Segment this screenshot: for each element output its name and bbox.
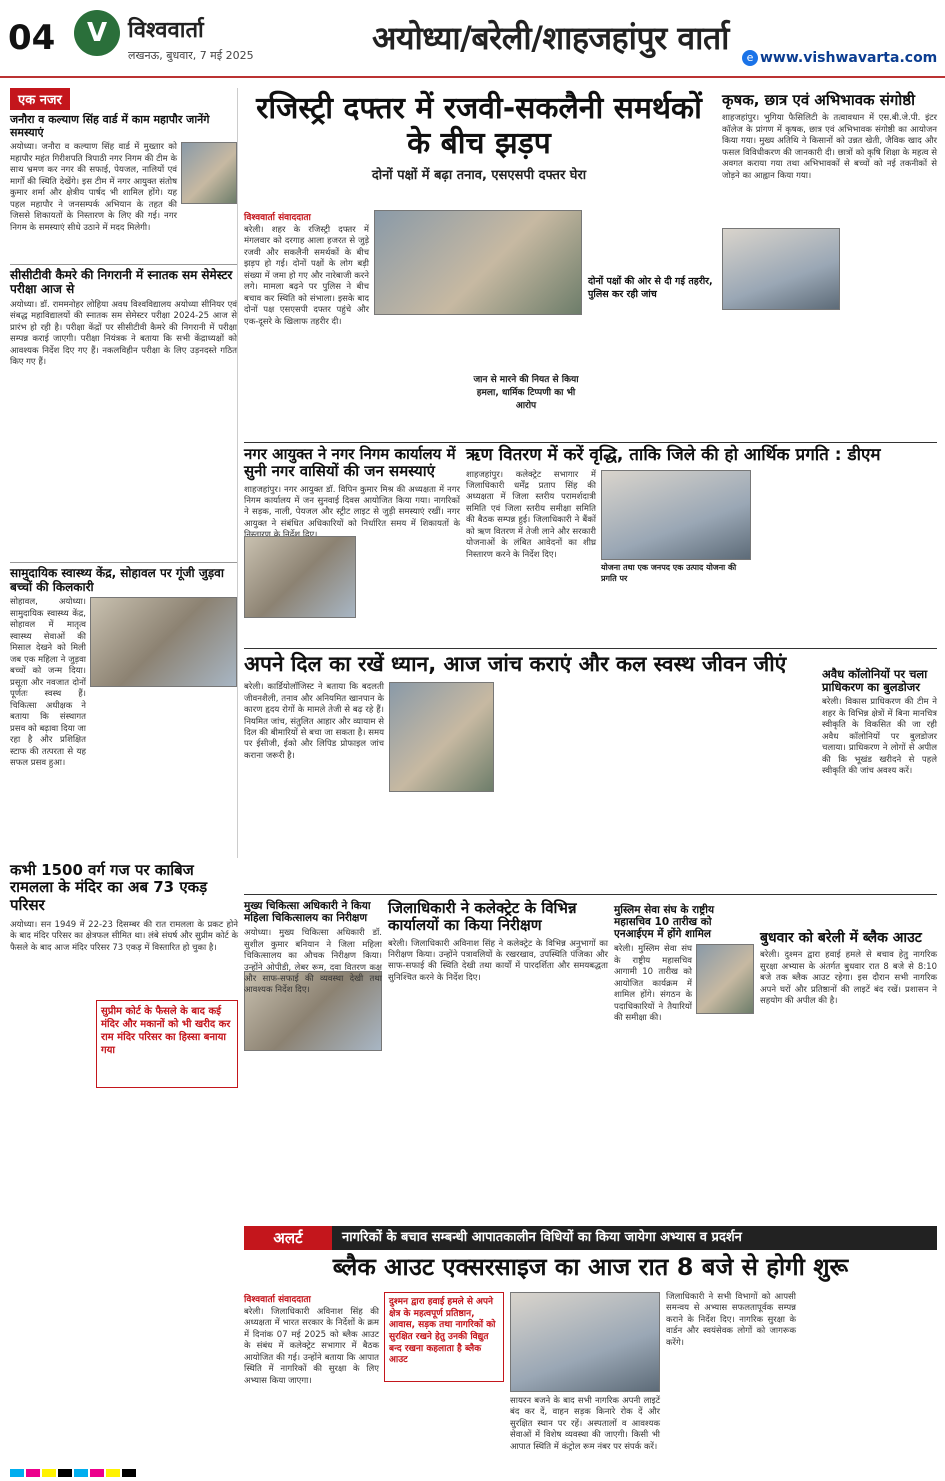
brief2-body: अयोध्या। डॉ. राममनोहर लोहिया अवध विश्वविद्यालय अयोध्या सीनियर एवं संबद्ध महाविद्यालयों की स्नातक सम सेमेस्टर परीक्षा 2024-25 आज से प्रारंभ हो रही है। परीक्षा केंद्रों पर सीसीटीवी कैमरे की निगरानी में परीक्षा सम्पन्न कराई जाएगी। परीक्षा नियंत्रक ने बताया कि सभी केंद्राध्यक्षों को आवश्यक निर्देश दिए गए हैं। नकलविहीन परीक्षा के लिए उड़नदस्ते गठित किए गए हैं। (10, 299, 237, 368)
seminar-body-side (844, 228, 937, 310)
dm-loan-body3 (756, 470, 937, 635)
lead-body: बरेली। शहर के रजिस्ट्री दफ्तर में मंगलवार को दरगाह आला हजरत से जुड़े रजवी और सकलैनी समर्थकों के बीच झड़प हो गई। दोनों पक्षों के लोग बड़ी संख्या में जमा हो गए और नारेबाजी करने लगे। मामला बढ़ने पर पुलिस ने बीच बचाव कर स्थिति को संभाला। इसके बाद दोनों पक्ष एसएसपी दफ्तर पहुंचे और एक-दूसरे के खिलाफ तहरीर दी। (244, 225, 369, 327)
lead-side-sub2: जान से मारने की नियत से किया हमला, धार्मिक टिप्पणी का भी आरोप (473, 375, 579, 411)
doctor-photo (389, 682, 494, 792)
dateline: लखनऊ, बुधवार, 7 मई 2025 (128, 49, 254, 62)
dm-meeting-photo (601, 470, 751, 560)
lead-side-text2 (588, 304, 714, 384)
ram-lalla-continued (10, 1220, 238, 1450)
web-icon: e (742, 50, 758, 66)
blackout-col2 (384, 1386, 504, 1456)
brand-logo: V (74, 10, 120, 56)
twins-photo (90, 597, 237, 687)
brief1-body: अयोध्या। जनौरा व कल्याण सिंह वार्ड में मुख्तार को महापौर महंत गिरीशपति त्रिपाठी नगर निगम की टीम के साथ भ्रमण कर नगर की सफाई, पेयजल, नालियों एवं मार्गों की स्थिति देखेंगे। इस टीम में नगर आयुक्त संतोष कुमार शर्मा और क्षेत्रीय पार्षद भी शामिल होंगे। यह पहल महापौर ने जनसम्पर्क अभियान के तहत की जिससे शिकायतों के निस्तारण के लिए की गई। नगर निगम के समस्याएं सीधे उठाने में मदद मिलेगी। (10, 142, 177, 233)
blackout-exercise-story (244, 1254, 937, 1282)
muslim-sangh-headline[interactable]: मुस्लिम सेवा संघ के राष्ट्रीय महासचिव 10 तारीख को एनआईएम में होंगे शामिल (614, 904, 715, 941)
commissioner-photo (244, 536, 356, 618)
blackout-body2: सायरन बजने के बाद सभी नागरिक अपनी लाइटें बंद कर दें, वाहन सड़क किनारे रोक दें और सुरक्षित स्थान पर रहें। अस्पतालों व आवश्यक सेवाओं में विशेष व्यवस्था की जाएगी। किसी भी आपात स्थिति में कंट्रोल रूम नंबर पर संपर्क करें। (510, 1396, 660, 1452)
seminar-body: शाहजहांपुर। भुगिया फैसिलिटी के तत्वावधान में एस.बी.जे.पी. इंटर कॉलेज के प्रांगण में कृषक, छात्र एवं अभिभावक संगोष्ठी का आयोजन किया गया। मुख्य अतिथि ने किसानों को उन्नत खेती, जैविक खाद और फसल विविधीकरण की जानकारी दी। छात्रों को कृषि शिक्षा के महत्व से अवगत कराया गया तथा अभिभावकों से बच्चों को नई तकनीकों से जोड़ने का आह्वान किया गया। (722, 113, 937, 181)
dm-loan-story (466, 446, 937, 646)
dm-inspection-story (388, 900, 608, 1220)
blackout-col1 (244, 1292, 379, 1456)
commissioner-headline[interactable]: नगर आयुक्त ने नगर निगम कार्यालय में सुनी नगर वासियों की जन समस्याएं (244, 445, 456, 481)
dm-loan-headline[interactable]: ऋण वितरण में करें वृद्धि, ताकि जिले की हो आर्थिक प्रगति : डीएम (466, 445, 881, 465)
mayor-photo (181, 142, 237, 204)
commissioner-story (244, 446, 460, 646)
blackout-news-headline[interactable]: बुधवार को बरेली में ब्लैक आउट (760, 930, 922, 946)
cmo-headline[interactable]: मुख्य चिकित्सा अधिकारी ने किया महिला चिकित्सालय का निरीक्षण (244, 900, 371, 925)
divider (244, 442, 937, 443)
divider (244, 648, 937, 649)
heart-headline[interactable]: अपने दिल का रखें ध्यान, आज जांच कराएं और कल स्वस्थ जीवन जीएं (244, 652, 787, 676)
masthead (0, 0, 945, 78)
ram-lalla-pullquote (96, 1000, 238, 1088)
brief3-body: सोहावल, अयोध्या। सामुदायिक स्वास्थ्य केंद्र, सोहावल में मातृत्व स्वास्थ्य सेवाओं की मिसाल देखने को मिली जब एक महिला ने जुड़वा बच्चों को जन्म दिया। प्रसूता और नवजात दोनों पूर्णतः स्वस्थ हैं। चिकित्सा अधीक्षक ने बताया कि संस्थागत प्रसव को बढ़ावा दिया जा रहा है और प्रशिक्षित स्टाफ की तत्परता से यह सफल प्रसव हुआ। (10, 597, 86, 769)
seminar-body-continued (722, 313, 937, 453)
blackout-pullquote (384, 1292, 504, 1382)
dm-photo-caption: योजना तथा एक जनपद एक उत्पाद योजना की प्रगति पर (601, 562, 737, 583)
ram-lalla-body: अयोध्या। सन 1949 में 22-23 दिसम्बर की रात रामलला के प्रकट होने के बाद मंदिर परिसर का क्षेत्रफल सीमित था। लंबे संघर्ष और सुप्रीम कोर्ट के फैसले के बाद आज मंदिर परिसर 73 एकड़ में विस्तारित हो चुका है। (10, 919, 238, 953)
lead-sidebar (588, 210, 714, 435)
commissioner-body-side (360, 536, 460, 618)
lead-subheadline: दोनों पक्षों में बढ़ा तनाव, एसएसपी दफ्तर घेरा (371, 168, 587, 183)
website-link[interactable]: www.vishwavarta.com (760, 50, 938, 66)
blackout-body4 (802, 1292, 937, 1456)
lead-photo (374, 210, 582, 315)
muslim-sangh-body-continued (614, 1057, 754, 1217)
heart-body-2 (499, 682, 816, 882)
lead-side-sub: दोनों पक्षों की ओर से दी गई तहरीर, पुलिस कर रही जांच (588, 276, 713, 300)
page-number: 04 (8, 18, 56, 58)
blackout-byline: विश्ववार्ता संवाददाता (244, 1295, 311, 1305)
section-title: अयोध्या/बरेली/शाहजहांपुर वार्ता (372, 19, 729, 57)
brief2-title[interactable]: सीसीटीवी कैमरे की निगरानी में स्नातक सम सेमेस्टर परीक्षा आज से (10, 268, 233, 297)
commissioner-body: शाहजहांपुर। नगर आयुक्त डॉ. विपिन कुमार मिश्र की अध्यक्षता में नगर निगम कार्यालय में जन सुनवाई दिवस आयोजित किया गया। नागरिकों ने सड़क, नाली, पेयजल और स्ट्रीट लाइट से जुड़ी समस्याएं रखीं। नगर आयुक्त ने संबंधित अधिकारियों को निर्धारित समय में शिकायतों के (244, 484, 460, 529)
bulldozer-headline[interactable]: अवैध कॉलोनियों पर चला प्राधिकरण का बुलडोजर (822, 667, 928, 695)
ram-lalla-headline[interactable]: कभी 1500 वर्ग गज पर काबिज रामलला के मंदिर का अब 73 एकड़ परिसर (10, 861, 208, 914)
blackout-news-story (760, 930, 937, 1220)
lead-headline[interactable]: रजिस्ट्री दफ्तर में रजवी-सकलैनी समर्थकों के बीच झड़प (256, 91, 702, 161)
ek-nazar-tag: एक नजर (10, 88, 70, 110)
lead-side-text (588, 210, 714, 270)
blackout-body: बरेली। जिलाधिकारी अविनाश सिंह की अध्यक्षता में भारत सरकार के निर्देशों के क्रम में दिनांक 07 मई 2025 को ब्लैक आउट के संबंध में कलेक्ट्रेट सभागार में बैठक आयोजित की गई। उन्होंने बताया कि आपात स्थिति में नागरिकों की सुरक्षा के लिए अभ्यास किया जाएगा। (244, 1307, 379, 1386)
left-column (10, 88, 238, 858)
print-color-bar (10, 1462, 935, 1472)
dm-inspection-body: बरेली। जिलाधिकारी अविनाश सिंह ने कलेक्ट्रेट के विभिन्न अनुभागों का निरीक्षण किया। उन्होंने पत्रावलियों के रखरखाव, उपस्थिति पंजिका और साफ-सफाई की स्थिति देखी तथा कार्यों में पारदर्शिता और समयबद्धता सुनिश्चित करने के निर्देश दिए। (388, 938, 608, 983)
bulldozer-story (822, 668, 937, 892)
blackout-pull-text: दुश्मन द्वारा हवाई हमले से अपने क्षेत्र के महत्वपूर्ण प्रतिष्ठान, आवास, सड़क तथा नागरिकों को सुरक्षित रखने हेतु उनकी विद्युत बन्द रखना कहलाता है ब्लैक आउट (389, 1297, 496, 1366)
alert-strip (244, 1226, 937, 1250)
lead-story (244, 92, 714, 183)
brief3-title[interactable]: सामुदायिक स्वास्थ्य केंद्र, सोहावल पर गूंजी जुड़वा बच्चों की किलकारी (10, 565, 224, 594)
divider (244, 894, 937, 895)
blackout-news-body: बरेली। दुश्मन द्वारा हवाई हमले से बचाव हेतु नागरिक सुरक्षा अभ्यास के अंतर्गत बुधवार रात 8 बजे से 8:10 बजे तक ब्लैक आउट रहेगा। इस दौरान सभी नागरिक अपने घरों और प्रतिष्ठानों की लाइटें बंद रखें। प्रशासन ने सहयोग की अपील की है। (760, 950, 937, 1006)
dm-loan-body: शाहजहांपुर। कलेक्ट्रेट सभागार में जिलाधिकारी धर्मेंद्र प्रताप सिंह की अध्यक्षता में जिला स्तरीय परामर्शदात्री समिति एवं जिला स्तरीय समीक्षा समिति की बैठक सम्पन्न हुई। जिलाधिकारी ने बैंकों को ऋण वितरण में तेजी लाने और सरकारी योजनाओं के लंबित आवेदनों का शीघ्र निस्तारण करने के निर्देश दिए। (466, 469, 596, 560)
heart-health-story (244, 652, 816, 892)
seminar-photo (722, 228, 840, 310)
muslim-sangh-body: बरेली। मुस्लिम सेवा संघ के राष्ट्रीय महासचिव आगामी 10 तारीख को आयोजित कार्यक्रम में शामिल होंगे। संगठन के पदाधिकारियों ने तैयारियों की समीक्षा की। (614, 944, 692, 1023)
brief1-title[interactable]: जनौरा व कल्याण सिंह वार्ड में काम महापौर जानेंगे समस्याएं (10, 113, 210, 139)
dm-inspection-headline[interactable]: जिलाधिकारी ने कलेक्ट्रेट के विभिन्न कार्यालयों का किया निरीक्षण (388, 899, 577, 935)
muslim-sangh-story (614, 904, 754, 1220)
right-top-story (722, 92, 937, 440)
seminar-headline[interactable]: कृषक, छात्र एवं अभिभावक संगोष्ठी (722, 91, 915, 109)
lead-inner-sub (472, 372, 580, 411)
alert-label: अलर्ट (244, 1226, 332, 1250)
cmo-body-continued (244, 1054, 382, 1214)
cmo-story (244, 900, 382, 1220)
cmo-body: अयोध्या। मुख्य चिकित्सा अधिकारी डॉ. सुशील कुमार बनियान ने जिला महिला चिकित्सालय का औचक निरीक्षण किया। उन्होंने ओपीडी, लेबर रूम, दवा वितरण कक्ष और साफ-सफाई की व्यवस्था देखी तथा आवश्यक निर्देश दिए। (244, 928, 382, 996)
ram-lalla-pull-text: सुप्रीम कोर्ट के फैसले के बाद कई मंदिर और मकानों को भी खरीद कर राम मंदिर परिसर का हिस्सा बनाया गया (101, 1006, 231, 1056)
lead-byline: विश्ववार्ता संवाददाता (244, 213, 311, 223)
brand-name: विश्ववार्ता (128, 18, 204, 43)
bulldozer-body: बरेली। विकास प्राधिकरण की टीम ने शहर के विभिन्न क्षेत्रों में बिना मानचित्र स्वीकृति के विकसित की जा रही अवैध कॉलोनियों पर बुलडोजर चलाया। प्राधिकरण ने लोगों से अपील की कि भूखंड खरीदने से पहले स्वीकृति की जांच अवश्य करें। (822, 697, 937, 777)
blackout-body3: जिलाधिकारी ने सभी विभागों को आपसी समन्वय से अभ्यास सफलतापूर्वक सम्पन्न कराने के निर्देश दिए। नागरिक सुरक्षा के वार्डन और स्वयंसेवक लोगों को जागरूक करेंगे। (666, 1292, 796, 1348)
blackout-meeting-photo (510, 1292, 660, 1392)
lead-body-col1 (244, 210, 369, 435)
alert-strip-text: नागरिकों के बचाव सम्बन्धी आपातकालीन विधियों का किया जायेगा अभ्यास व प्रदर्शन (332, 1226, 937, 1250)
heart-body: बरेली। कार्डियोलॉजिस्ट ने बताया कि बदलती जीवनशैली, तनाव और अनियमित खानपान के कारण हृदय रोगों के मामले तेजी से बढ़ रहे हैं। नियमित जांच, संतुलित आहार और व्यायाम से दिल की बीमारियों से बचा जा सकता है। समय पर ईसीजी, ईको और लिपिड प्रोफाइल जांच कराना जरूरी है। (244, 682, 384, 761)
dm-loan-body2 (601, 586, 751, 646)
ram-lalla-body-continued (10, 1220, 238, 1445)
secretary-photo (696, 944, 754, 1014)
blackout-headline[interactable]: ब्लैक आउट एक्सरसाइज का आज रात 8 बजे से होगी शुरू (332, 1253, 849, 1281)
